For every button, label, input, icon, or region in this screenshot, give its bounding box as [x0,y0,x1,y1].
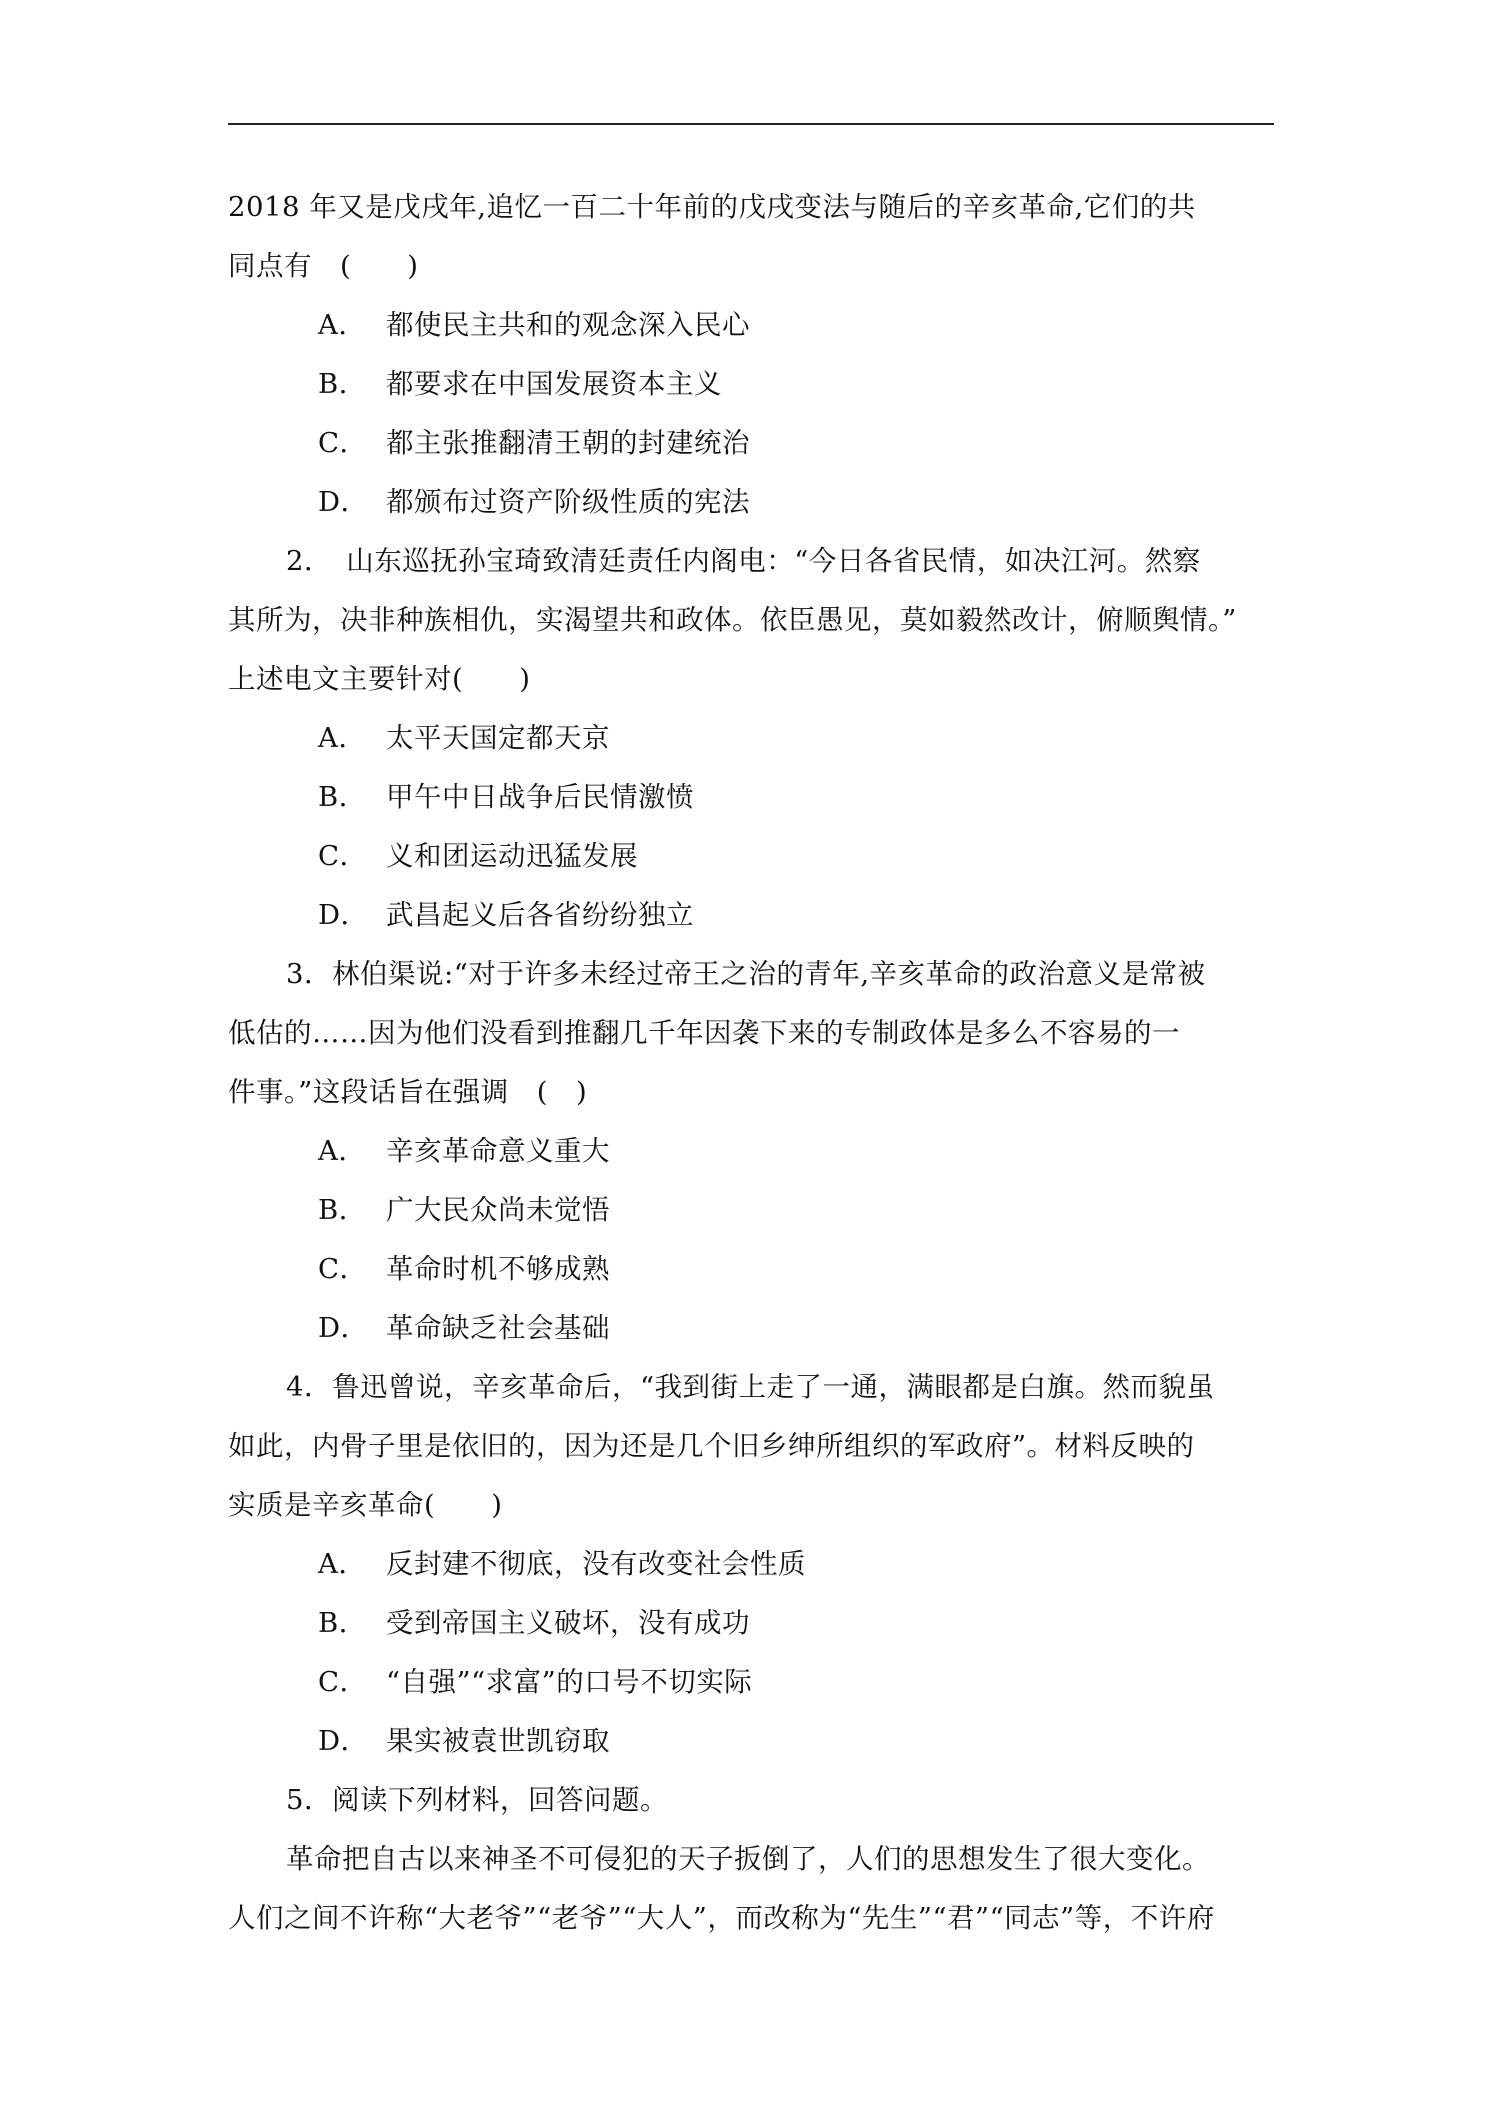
option-letter: A． [318,1135,367,1167]
option-text: 果实被袁世凯窃取 [386,1725,610,1757]
option-text: 都使民主共和的观念深入民心 [386,309,750,341]
option-letter: A． [318,1548,367,1580]
q3-stem-line-1: 3．林伯渠说:“对于许多未经过帝王之治的青年,辛亥革命的政治意义是常被 [286,958,1206,990]
q1-option-a [228,296,1274,355]
option-letter: C． [318,427,368,459]
option-text: 反封建不彻底，没有改变社会性质 [386,1548,806,1580]
q4-option-c [228,1653,1274,1712]
option-letter: C． [318,1666,368,1698]
q3-option-b [228,1181,1274,1240]
option-text: 义和团运动迅猛发展 [386,840,638,872]
option-letter: C． [318,840,368,872]
q2-option-d [228,886,1274,945]
q4-option-d [228,1712,1274,1771]
q2-option-a [228,709,1274,768]
option-text: 都主张推翻清王朝的封建统治 [386,427,750,459]
q3-option-c [228,1240,1274,1299]
q1-option-b [228,355,1274,414]
q2-option-c [228,827,1274,886]
option-text: 都颁布过资产阶级性质的宪法 [386,486,750,518]
q3-stem-line-2: 低估的……因为他们没看到推翻几千年因袭下来的专制政体是多么不容易的一 [228,1017,1180,1049]
option-letter: D． [318,1725,369,1757]
q1-stem-line-1: 2018 年又是戊戌年,追忆一百二十年前的戊戌变法与随后的辛亥革命,它们的共 [228,191,1196,223]
q1-stem-line-2: 同点有 ( ) [228,250,419,282]
q5-material-line-2: 人们之间不许称“大老爷”“老爷”“大人”，而改称为“先生”“君”“同志”等，不许府 [228,1902,1215,1934]
q4-option-b [228,1594,1274,1653]
option-text: 广大民众尚未觉悟 [386,1194,610,1226]
option-letter: D． [318,899,369,931]
option-letter: A． [318,722,367,754]
option-letter: A． [318,309,367,341]
q1-option-c [228,414,1274,473]
option-text: 辛亥革命意义重大 [386,1135,610,1167]
option-text: 甲午中日战争后民情激愤 [386,781,694,813]
q4-stem-line-2: 如此，内骨子里是依旧的，因为还是几个旧乡绅所组织的军政府”。材料反映的 [228,1430,1195,1462]
option-text: 都要求在中国发展资本主义 [386,368,722,400]
q2-stem-line-3: 上述电文主要针对( ) [228,663,531,695]
q2-stem-line-2: 其所为，决非种族相仇，实渴望共和政体。依臣愚见，莫如毅然改计，俯顺舆情。” [228,604,1237,636]
q4-stem-line-3: 实质是辛亥革命( ) [228,1489,503,1521]
document-body [228,178,1274,1948]
q2-option-b [228,768,1274,827]
q4-option-a [228,1535,1274,1594]
option-letter: D． [318,1312,369,1344]
q5-material-line-1: 革命把自古以来神圣不可侵犯的天子扳倒了，人们的思想发生了很大变化。 [286,1843,1210,1875]
option-letter: B． [318,781,367,813]
option-letter: B． [318,1607,367,1639]
option-text: 武昌起义后各省纷纷独立 [386,899,694,931]
option-text: 受到帝国主义破坏，没有成功 [386,1607,750,1639]
option-text: “自强”“求富”的口号不切实际 [386,1666,753,1698]
option-text: 革命缺乏社会基础 [386,1312,610,1344]
q3-option-d [228,1299,1274,1358]
option-letter: B． [318,368,367,400]
option-text: 太平天国定都天京 [386,722,610,754]
option-letter: D． [318,486,369,518]
q3-stem-line-3: 件事。”这段话旨在强调 ( ) [228,1076,588,1108]
q1-option-d [228,473,1274,532]
header-rule [228,123,1274,125]
option-letter: C． [318,1253,368,1285]
q3-option-a [228,1122,1274,1181]
q2-stem-line-1: 2． 山东巡抚孙宝琦致清廷责任内阁电：“今日各省民情，如决江河。然察 [286,545,1201,577]
q5-stem-line-1: 5．阅读下列材料，回答问题。 [286,1784,668,1816]
option-text: 革命时机不够成熟 [386,1253,610,1285]
q4-stem-line-1: 4．鲁迅曾说，辛亥革命后，“我到街上走了一通，满眼都是白旗。然而貌虽 [286,1371,1215,1403]
option-letter: B． [318,1194,367,1226]
